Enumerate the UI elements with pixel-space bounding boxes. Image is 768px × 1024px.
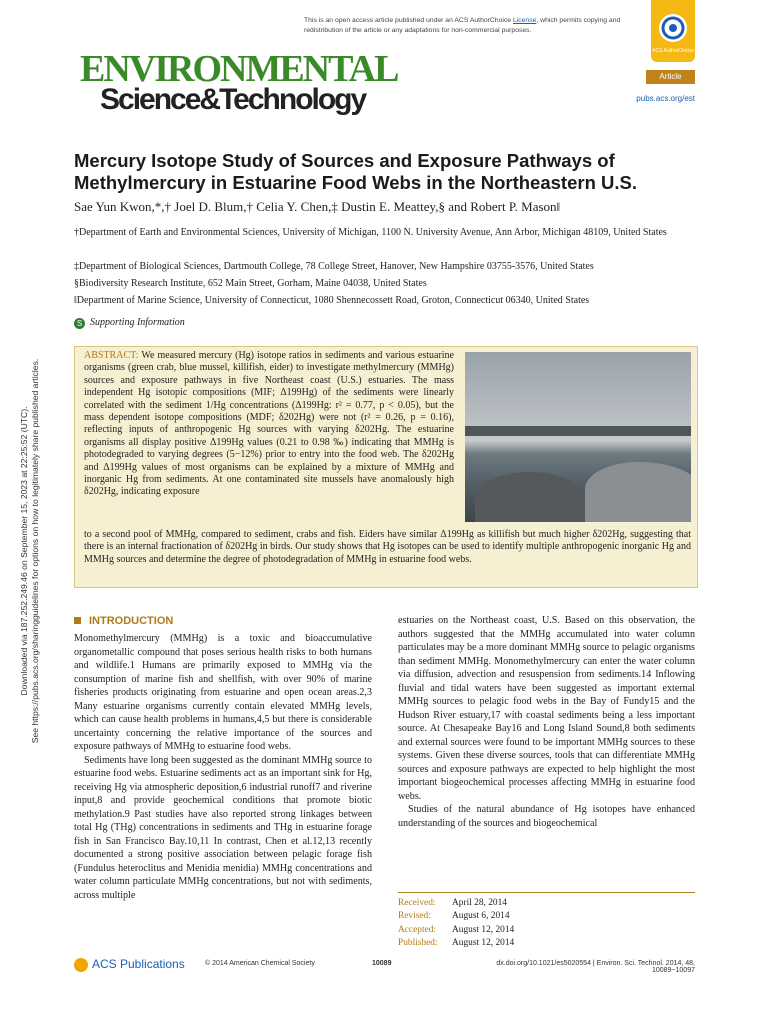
download-note-line1: Downloaded via 187.252.249.46 on September 15, 2023 at 22:25:52 (UTC). bbox=[19, 406, 29, 696]
license-notice: This is an open access article published under an ACS AuthorChoice License, which permits copying and redistribution of the article or any adaptations for non-commercial purposes. bbox=[304, 17, 621, 34]
abstract-text-bottom: to a second pool of MMHg, compared to sediment, crabs and fish. Eiders have similar Δ199Hg as killifish but much higher δ202Hg, suggesting that there is an internal fractionation of δ202Hg in birds. Our study shows that Hg isotopes can be used to identify multiple anthropogenic inorganic Hg and MMHg sources and determine the degree of photodegradation of MMHg in estuarine food webs. bbox=[84, 529, 691, 565]
download-note bbox=[19, 231, 41, 871]
right-column bbox=[398, 614, 695, 830]
abstract-text-top: ABSTRACT: We measured mercury (Hg) isotope ratios in sediments and various estuarine organisms (green crab, blue mussel, killifish, eider) to investigate methylmercury (MMHg) sources and exposure pathways in five Northeast coast (U.S.) estuaries. The mass independent Hg isotopic compositions (MIF; Δ199Hg) of the sediments were linearly correlated with the sediment 1/Hg concentrations (Δ199Hg: r² = 0.77, p < 0.05), but the mass dependent isotope compositions (MDF; δ202Hg) were not (r² = 0.26, p = 0.16), reflecting inputs of anthropogenic Hg sources with varying δ202Hg. The estuarine organisms all display positive Δ199Hg values (0.21 to 0.98 ‰) indicating that MMHg is photodegraded to varying degrees (5−12%) prior to entry into the food web. The δ202Hg and Δ199Hg values of most organisms can be explained by a mixture of MMHg and inorganic Hg from sediments. At one contaminated site mussels have anomalously high δ202Hg, indicating exposure bbox=[84, 350, 454, 498]
affiliation-3: §Biodiversity Research Institute, 652 Main Street, Gorham, Maine 04038, United States bbox=[74, 278, 427, 289]
section-marker-icon bbox=[74, 617, 81, 624]
authorchoice-badge[interactable] bbox=[651, 0, 695, 62]
journal-logo-line1: ENVIRONMENTAL bbox=[80, 48, 398, 90]
license-link[interactable]: License bbox=[512, 17, 537, 24]
supporting-info-link[interactable]: Supporting Information bbox=[90, 317, 185, 328]
affiliation-2: ‡Department of Biological Sciences, Dartmouth College, 78 College Street, Hanover, New Hampshire 03755-3576, United States bbox=[74, 261, 594, 272]
intro-paragraph-1: Monomethylmercury (MMHg) is a toxic and bioaccumulative organometallic compound that poses serious health risks to both humans and wildlife.1 Humans are primarily exposed to MMHg via the consumption of marine fish and shellfish, with over 90% of marine fisheries products originating from estuarine and open ocean areas.2,3 Many estuarine organisms currently contain elevated MMHg levels, which can cause health problems in humans,4,5 but there is considerable uncertainty concerning the relative importance of the sources and exposure pathways of MMHg to estuarine food webs. bbox=[74, 633, 372, 752]
affiliation-4: ‖Department of Marine Science, University of Connecticut, 1080 Shennecossett Road, Groton, Connecticut 06340, United States bbox=[74, 295, 590, 306]
date-published: Published: August 12, 2014 bbox=[398, 938, 515, 949]
section-heading-introduction: INTRODUCTION bbox=[74, 615, 173, 627]
author-list: Sae Yun Kwon,*,† Joel D. Blum,† Celia Y. Chen,‡ Dustin E. Meattey,§ and Robert P. Mason‖ bbox=[74, 199, 561, 214]
intro-paragraph-3: estuaries on the Northeast coast, U.S. Based on this observation, the authors suggested that the MMHg accumulated into water column particulates may be a more dominant MMHg source to pelagic organisms than sediment MMHg. Monomethylmercury can enter the water column via diffusion, advection and resuspension from sediments.14 Inflowing fluvial and tidal waters have been suggested as important external MMHg sources to pelagic food webs in the Bay of Fundy15 and the Hudson River estuary,17 with coastal sediments being a less important source. At Chesapeake Bay16 and Long Island Sound,8 both sediments and external sources were found to be important MMHg sources to these systems. Given these diverse sources, tools that can differentiate MMHg sources and exposure pathways are expected to help highlight the most important biogeochemical processes affecting MMHg in estuarine food webs. bbox=[398, 615, 695, 802]
publication-dates bbox=[398, 892, 695, 951]
abstract-graphic bbox=[465, 352, 691, 522]
authorchoice-icon bbox=[651, 6, 695, 50]
journal-url[interactable]: pubs.acs.org/est bbox=[636, 94, 695, 103]
left-column bbox=[74, 632, 372, 902]
abstract-label: ABSTRACT: bbox=[84, 350, 139, 361]
article-type-tag: Article bbox=[646, 70, 695, 84]
paper-title: Mercury Isotope Study of Sources and Exposure Pathways of Methylmercury in Estuarine Food Webs in the Northeastern U.S. bbox=[74, 150, 637, 193]
date-received: Received: April 28, 2014 bbox=[398, 898, 507, 908]
citation: dx.doi.org/10.1021/es5020554 | Environ. Sci. Technol. 2014, 48, 10089−10097 bbox=[496, 960, 695, 974]
copyright: © 2014 American Chemical Society bbox=[205, 960, 315, 967]
affiliation-1: †Department of Earth and Environmental Sciences, University of Michigan, 1100 N. University Avenue, Ann Arbor, Michigan 48109, United States bbox=[74, 227, 667, 238]
date-revised: Revised: August 6, 2014 bbox=[398, 911, 510, 922]
supporting-info-icon: S bbox=[74, 318, 85, 329]
acs-publications-logo[interactable]: ACS Publications bbox=[74, 957, 185, 972]
acs-logo-icon bbox=[74, 958, 88, 972]
journal-logo-line2: Science&Technology bbox=[100, 83, 366, 116]
download-note-line2: See https://pubs.acs.org/sharingguidelines for options on how to legitimately share published articles. bbox=[30, 358, 40, 744]
authorchoice-label: ACS AuthorChoice bbox=[652, 48, 694, 54]
intro-paragraph-4: Studies of the natural abundance of Hg isotopes have enhanced understanding of the sources and biogeochemical bbox=[398, 804, 695, 829]
date-accepted: Accepted: August 12, 2014 bbox=[398, 924, 515, 935]
intro-paragraph-2: Sediments have long been suggested as the dominant MMHg source to estuarine food webs. Estuarine sediments act as an important sink for Hg, receiving Hg via atmospheric deposition,6 industrial runoff7 and riverine input,8 and provide geochemical conditions that promote biotic methylation.9 Past studies have also reported strong linkages between total Hg (THg) concentrations in sediments and THg in estuarine forage fish in San Francisco Bay.10,11 In contrast, Chen et al.12,13 recently documented a strong positive association between pelagic forage fish (Fundulus heteroclitus and Menidia menidia) MMHg concentrations and water column particulate MMHg concentrations, but not with sediments, across multiple bbox=[74, 754, 372, 901]
page-number: 10089 bbox=[372, 960, 392, 967]
